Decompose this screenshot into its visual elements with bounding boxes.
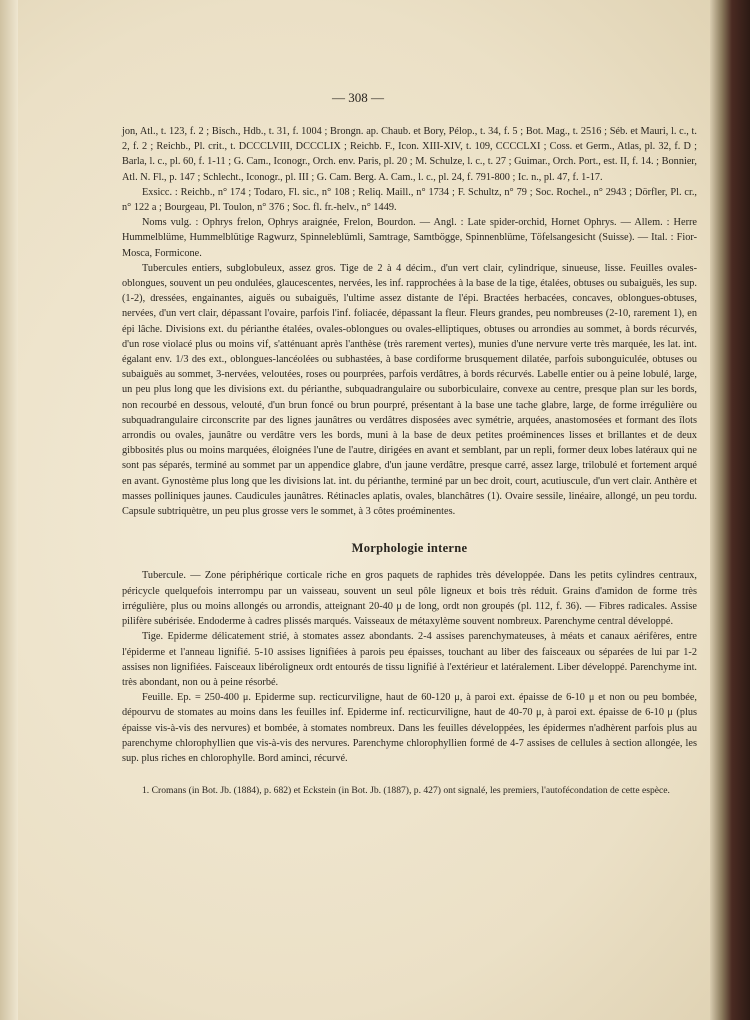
tubercule-paragraph: Tubercule. — Zone périphérique corticale riche en gros paquets de raphides très développée. Dans les petits cylindres centraux, péricycle quelquefois interrompu par un vaisseau, souvent un seul pôle ligneux et bois très réduit. Grains d'amidon de forme très irrégulière, plus ou moins allongés ou arrondis, atteignant 20-40 μ de long, ordt non groupés (pl. 112, f. 36). — Fibres radicales. Assise pilifère subérisée. Endoderme à cadres plissés marqués. Vaisseaux de métaxylème souvent nombreux. Parenchyme central développé.: [122, 570, 697, 628]
feuille-paragraph: Feuille. Ep. = 250-400 μ. Epiderme sup. recticurviligne, haut de 60-120 μ, à paroi ext. épaisse de 6-10 μ et non ou peu bombée, dépourvu de stomates au moins dans les feuilles inf. Epiderme inf. recticurviligne, haut de 40-70 μ, à paroi ext. épaisse de 6-10 μ (plus épaisse vis-à-vis des nervures) et bombée, à stomates nombreux. Dans les feuilles développées, les épidermes n'adhèrent parfois plus au parenchyme chlorophyllien que vis-à-vis des nervures. Parenchyme chlorophyllien formé de 4-7 assises de cellules à section allongée, les sup. plus riches en chlorophylle. Bord aminci, récurvé.: [122, 692, 697, 764]
section-heading: Morphologie interne: [351, 541, 468, 556]
references-paragraph: jon, Atl., t. 123, f. 2 ; Bisch., Hdb., t. 31, f. 1004 ; Brongn. ap. Chaub. et Bory, Pélop., t. 34, f. 5 ; Bot. Mag., t. 2516 ; Séb. et Mauri, l. c., t. 2, f. 2 ; Reichb., Pl. crit., t. DCCCLVIII, DCCCLIX ; Reichb. F., Icon. XIII-XIV, t. 109, CCCCLXI ; Coss. et Germ., Atlas, pl. 32, f. D ; Barla, l. c., pl. 60, f. 1-11 ; G. Cam., Iconogr., Orch. env. Paris, pl. 20 ; M. Schulze, l. c., t. 27 ; Guimar., Orch. Port., est. II, f. 14. ; Bonnier, Atl. N. Fl., p. 147 ; Schlecht., Iconogr., pl. III ; G. Cam. Berg. A. Cam., l. c., pl. 24, f. 791-800 ; Ic. n., pl. 47, f. 1-17.: [122, 126, 697, 183]
exsiccata-paragraph: Exsicc. : Reichb., n° 174 ; Todaro, Fl. sic., n° 108 ; Reliq. Maill., n° 1734 ; F. Schultz, n° 79 ; Soc. Rochel., n° 2943 ; Dörfler, Pl. cr., n° 122 a ; Bourgeau, Pl. Toulon, n° 376 ; Soc. fl. fr.-helv., n° 1449.: [122, 186, 697, 214]
footnote: 1. Cromans (in Bot. Jb. (1884), p. 682) et Eckstein (in Bot. Jb. (1887), p. 427) ont signalé, les premiers, l'autofécondation de cette espèce.: [142, 785, 670, 797]
page-number: — 308 —: [332, 90, 384, 105]
vernacular-names-paragraph: Noms vulg. : Ophrys frelon, Ophrys araignée, Frelon, Bourdon. — Angl. : Late spider-orchid, Hornet Ophrys. — Allem. : Herre Hummelblüme, Hummelblütige Ragwurz, Spinneleblümli, Samtrage, Samtbögge, Spinnenblüme, Töfelsangesicht (Suisse). — Ital. : Fior-Mosca, Formicone.: [122, 217, 697, 259]
book-binding: [710, 0, 750, 1020]
tige-paragraph: Tige. Epiderme délicatement strié, à stomates assez abondants. 2-4 assises parenchymateuses, à méats et canaux aérifères, entre l'épiderme et l'anneau lignifié. 5-10 assises lignifiées à parois peu épaisses, touchant au liber des faisceaux ou séparées de lui par 1-2 assises non lignifiées. Faisceaux libéroligneux ordt entourés de tissu lignifié à l'extérieur et latéralement. Liber développé. Parenchyme int. très abondant, non ou à peine résorbé.: [122, 631, 697, 688]
description-paragraph: Tubercules entiers, subglobuleux, assez gros. Tige de 2 à 4 décim., d'un vert clair, cylindrique, sinueuse, lisse. Feuilles ovales-oblongues, souvent un peu ondulées, glaucescentes, nervées, les inf. rapprochées à la base de la tige, étalées, obtuses ou subaiguës, les sup. (1-2), dressées, engainantes, aiguës ou subaiguës, l'ultime assez distante de l'épi. Bractées herbacées, concaves, oblongues-obtuses, nervées, d'un vert clair, dépassant l'ovaire, parfois l'inf. foliacée, dépassant la fleur. Fleurs grandes, peu nombreuses (2-10, rarement 1), en épi lâche. Divisions ext. du périanthe étalées, ovales-oblongues ou ovales-elliptiques, obtuses ou arrondies au sommet, à bords récurvés, d'un rose violacé plus ou moins vif, s'atténuant après l'anthèse (très rarement vertes), munies d'une nervure verte très marquée, les lat. int. égalant env. 1/3 des ext., oblongues-lancéolées ou subhastées, à base cordiforme brusquement dilatée, parfois subonguiculée, obtuses ou subaiguës au sommet, 3-nervées, veloutées, roses ou pourprées, parfois verdâtres, à bords récurvés. Labelle entier ou à peine lobulé, large, un peu plus long que les divisions ext. du périanthe, subquadrangulaire ou suborbiculaire, convexe au centre, presque plan sur les bords, non recourbé en dessous, velouté, d'un brun foncé ou brun pourpré, présentant à la base une tache glabre, large, de forme irrégulière ou subquadrangulaire circonscrite par des lignes jaunâtres ou verdâtres disposées avec symétrie, arquées, anastomosées et formant des îlots arrondis ou ovales, jaunâtre ou verdâtre vers les bords, muni à la base de deux petites proéminences lisses et brillantes et de deux gibbosités plus ou moins marquées, éloignées l'une de l'autre, dirigées en avant et semblant, par un repli, former deux lobes latéraux qui ne sont pas séparés, terminé au sommet par un appendice glabre, d'un jaune verdâtre, presque carré, assez large, trilobulé et fortement arqué en avant. Gynostème plus long que les divisions lat. int. du périanthe, terminé par un bec droit, court, acutiuscule, d'un vert clair. Anthère et masses polliniques jaunes. Caudicules jaunâtres. Rétinacles aplatis, ovales, blanchâtres (1). Ovaire sessile, linéaire, allongé, un peu tordu. Capsule subtriquètre, un peu plus grosse vers le sommet, à 3 côtes proéminentes.: [122, 262, 697, 518]
page-body: [122, 124, 697, 798]
page-edge-shadow: [0, 0, 18, 1020]
